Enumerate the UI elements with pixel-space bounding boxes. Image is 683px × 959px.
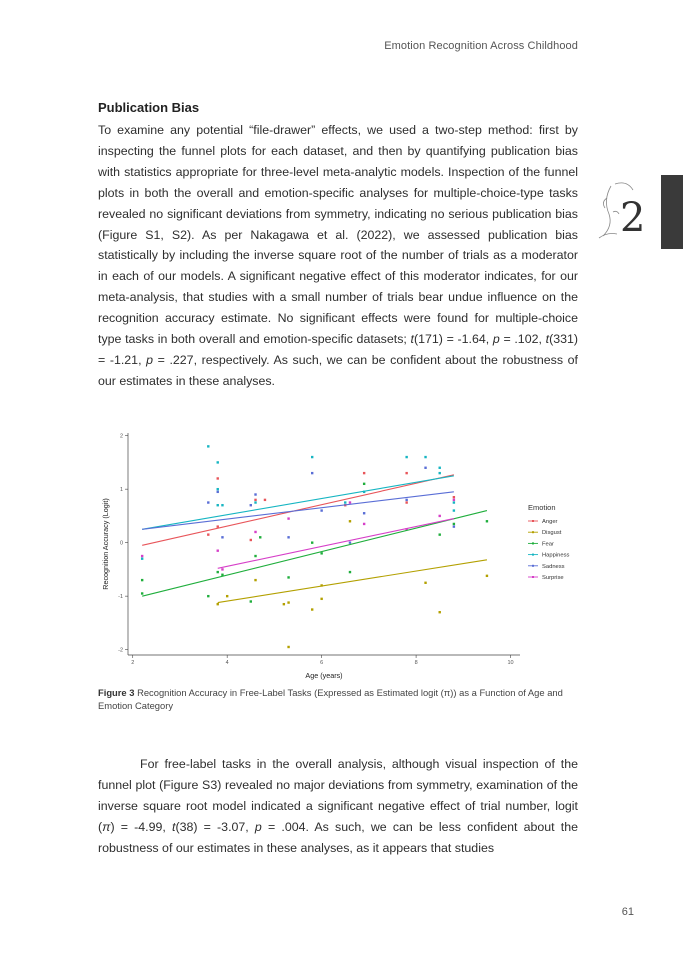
disgust-data-point <box>226 595 228 597</box>
happiness-data-point <box>217 461 219 463</box>
running-head: Emotion Recognition Across Childhood <box>384 40 578 52</box>
disgust-data-point <box>311 608 313 610</box>
p-variable: p <box>254 819 262 834</box>
fear-data-point <box>207 595 209 597</box>
happiness-data-point <box>311 456 313 458</box>
surprise-fit-line <box>218 519 454 569</box>
p2-value: = .227, respectively. As such, we can be confident about the robustness of our estimates in these analyses. <box>98 352 578 388</box>
y-tick-label: 1 <box>119 487 123 494</box>
chapter-tab <box>661 175 683 249</box>
legend-key-point-sadness <box>532 565 534 567</box>
paragraph2-text-c: = .004. As such, we can be less confident about the robustness of our estimates in these analyses, as it appears that studies <box>98 819 578 855</box>
happiness-data-point <box>141 558 143 560</box>
disgust-data-point <box>254 579 256 581</box>
surprise-data-point <box>254 531 256 533</box>
sadness-data-point <box>221 536 223 538</box>
surprise-data-point <box>141 555 143 557</box>
legend-key-point-happiness <box>532 554 534 556</box>
x-tick-label: 8 <box>414 660 418 666</box>
page-number: 61 <box>621 906 634 918</box>
fear-data-point <box>217 571 219 573</box>
legend-key-point-surprise <box>532 576 534 578</box>
p1-value: = .102, <box>499 332 546 347</box>
sadness-data-point <box>320 509 322 511</box>
legend-label-disgust: Disgust <box>542 530 562 537</box>
sadness-data-point <box>250 504 252 506</box>
sadness-data-point <box>217 491 219 493</box>
sadness-data-point <box>254 493 256 495</box>
y-axis-title: Recognition Accuracy (Logit) <box>101 498 110 590</box>
legend-key-point-anger <box>532 520 534 522</box>
disgust-data-point <box>283 603 285 605</box>
sadness-data-point <box>311 472 313 474</box>
t2-variable: t <box>545 332 550 347</box>
sadness-data-point <box>207 501 209 503</box>
legend-label-happiness: Happiness <box>542 552 570 559</box>
legend-label-surprise: Surprise <box>542 575 564 581</box>
sadness-data-point <box>453 525 455 527</box>
y-tick-label: -2 <box>118 647 123 654</box>
anger-data-point <box>405 472 407 474</box>
anger-data-point <box>453 496 455 498</box>
happiness-data-point <box>405 456 407 458</box>
fear-data-point <box>486 520 488 522</box>
y-tick-label: 2 <box>119 433 123 440</box>
disgust-data-point <box>320 598 322 600</box>
happiness-data-point <box>254 501 256 503</box>
anger-data-point <box>363 472 365 474</box>
fear-data-point <box>141 592 143 594</box>
p2-variable: p <box>146 352 154 367</box>
legend-key-point-disgust <box>532 531 534 533</box>
figure-3-chart <box>98 425 578 680</box>
happiness-data-point <box>221 504 223 506</box>
happiness-data-point <box>453 509 455 511</box>
p1-variable: p <box>492 332 500 347</box>
sadness-data-point <box>363 512 365 514</box>
happiness-data-point <box>439 467 441 469</box>
legend-label-fear: Fear <box>542 541 554 548</box>
paragraph-publication-bias <box>98 120 578 392</box>
y-tick-label: 0 <box>119 540 123 547</box>
sadness-data-point <box>349 541 351 543</box>
fear-data-point <box>254 555 256 557</box>
surprise-data-point <box>439 515 441 517</box>
t-variable: t <box>172 819 176 834</box>
fear-data-point <box>439 533 441 535</box>
t1-statistic: (171) = -1.64, <box>413 332 493 347</box>
anger-data-point <box>264 499 266 501</box>
happiness-data-point <box>453 501 455 503</box>
surprise-data-point <box>217 549 219 551</box>
paragraph2-text-a: For free-label tasks in the overall analysis, although visual inspection of the funnel plot (Figure S3) revealed no major deviations from symmetry, examination of the inverse square root model indicated a significant negative effect of trial number, logit ( <box>98 757 578 834</box>
surprise-data-point <box>287 517 289 519</box>
y-tick-label: -1 <box>118 594 123 601</box>
pi-symbol: π <box>102 819 111 834</box>
fear-data-point <box>250 600 252 602</box>
anger-data-point <box>207 533 209 535</box>
chapter-number: 2 <box>620 195 646 241</box>
t-statistic: (38) = -3.07, <box>175 819 255 834</box>
t1-variable: t <box>410 332 414 347</box>
happiness-data-point <box>207 445 209 447</box>
disgust-data-point <box>287 646 289 648</box>
disgust-fit-line <box>218 560 487 603</box>
fear-data-point <box>363 483 365 485</box>
disgust-data-point <box>217 603 219 605</box>
disgust-data-point <box>486 575 488 577</box>
x-tick-label: 4 <box>225 660 229 666</box>
legend-label-sadness: Sadness <box>542 563 565 570</box>
sadness-data-point <box>287 536 289 538</box>
paragraph1-text: To examine any potential “file-drawer” effects, we used a two-step method: first by inspecting the funnel plots for each dataset, and then by quantifying publication bias with statistics appropriate for three-level meta-analytic models. Inspection of the funnel plots in both the overall and emotion-specific analyses for multiple-choice-type tasks revealed no significant deviations from symmetry, indicating no serious publication bias (Figure S1, S2). As per Nakagawa et al. (2022), we assessed publication bias statistically by including the inverse square root of the number of trials as a moderator in each of our models. A significant negative effect of this moderator indicates, for our meta-analysis, that studies with a small number of trials bear undue influence on the recognition accuracy estimate. No significant effects were found for multiple-choice type tasks in both overall and emotion-specific datasets; <box>98 123 578 347</box>
legend-title: Emotion <box>528 503 556 512</box>
paragraph-free-label <box>98 754 578 859</box>
happiness-data-point <box>439 472 441 474</box>
x-tick-label: 2 <box>131 660 135 666</box>
anger-data-point <box>250 539 252 541</box>
sadness-fit-line <box>142 492 454 529</box>
t2-statistic: (331) = -1.21, <box>98 332 578 367</box>
fear-data-point <box>320 552 322 554</box>
legend-key-point-fear <box>532 542 534 544</box>
sadness-data-point <box>405 499 407 501</box>
anger-data-point <box>217 525 219 527</box>
fear-data-point <box>453 523 455 525</box>
surprise-data-point <box>349 501 351 503</box>
fear-data-point <box>141 579 143 581</box>
section-heading: Publication Bias <box>98 100 200 115</box>
surprise-data-point <box>221 568 223 570</box>
fear-data-point <box>287 576 289 578</box>
sadness-data-point <box>424 467 426 469</box>
happiness-data-point <box>344 501 346 503</box>
surprise-data-point <box>363 523 365 525</box>
figure-label: Figure 3 <box>98 687 135 698</box>
x-axis-title: Age (years) <box>305 671 343 680</box>
happiness-data-point <box>217 488 219 490</box>
fear-data-point <box>311 541 313 543</box>
disgust-data-point <box>287 601 289 603</box>
anger-data-point <box>405 501 407 503</box>
happiness-data-point <box>424 456 426 458</box>
fear-data-point <box>259 536 261 538</box>
anger-data-point <box>254 499 256 501</box>
paragraph2-text-b: ) = -4.99, <box>110 819 172 834</box>
fear-data-point <box>349 571 351 573</box>
x-tick-label: 6 <box>320 660 324 666</box>
x-tick-label: 10 <box>507 660 514 666</box>
happiness-data-point <box>217 504 219 506</box>
disgust-data-point <box>439 611 441 613</box>
legend-label-anger: Anger <box>542 519 558 525</box>
surprise-data-point <box>453 499 455 501</box>
anger-data-point <box>217 477 219 479</box>
figure-caption <box>98 686 578 712</box>
disgust-data-point <box>424 582 426 584</box>
figure-caption-text: Recognition Accuracy in Free-Label Tasks (Expressed as Estimated logit (π)) as a Function of Age and Emotion Category <box>98 687 563 711</box>
disgust-data-point <box>349 520 351 522</box>
